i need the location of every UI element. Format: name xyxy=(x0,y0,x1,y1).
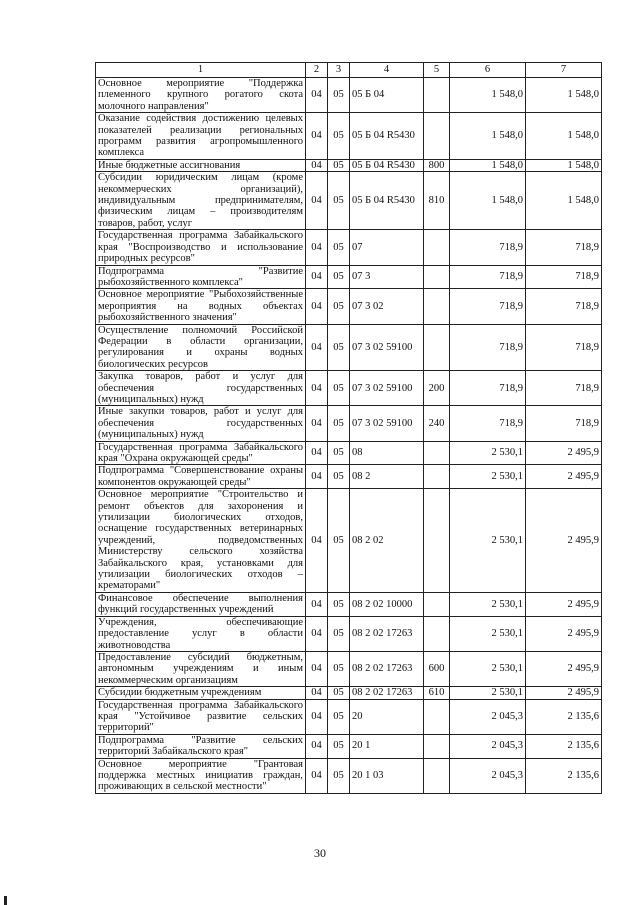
cell-subsection: 05 xyxy=(328,172,350,230)
header-col-6: 6 xyxy=(450,63,526,78)
cell-expense-type xyxy=(424,734,450,758)
cell-subsection: 05 xyxy=(328,758,350,793)
cell-expense-type xyxy=(424,465,450,489)
table-row xyxy=(96,734,602,758)
cell-subsection: 05 xyxy=(328,159,350,171)
cell-amount-year-1: 2 530,1 xyxy=(450,592,526,616)
table-row xyxy=(96,406,602,441)
cell-subsection: 05 xyxy=(328,592,350,616)
cell-name: Основное мероприятие "Строительство и ремонт объектов для захоронения и утилизации биологических отходов, оснащение государственных ветеринарных учреждений, подведомственных Министерству сельского хозяйства Забайкальского края, установками для утилизации биологических отходов – крематорами" xyxy=(96,489,306,593)
cell-subsection: 05 xyxy=(328,699,350,734)
cell-name: Закупка товаров, работ и услуг для обеспечения государственных (муниципальных) нужд xyxy=(96,371,306,406)
cell-section: 04 xyxy=(306,78,328,113)
cell-name: Подпрограмма "Совершенствование охраны компонентов окружающей среды" xyxy=(96,465,306,489)
table-row xyxy=(96,592,602,616)
cell-section: 04 xyxy=(306,113,328,160)
table-body xyxy=(96,78,602,794)
page-number: 30 xyxy=(314,846,326,860)
cell-amount-year-2: 718,9 xyxy=(526,406,602,441)
cell-section: 04 xyxy=(306,230,328,265)
cell-target-article: 07 3 02 xyxy=(350,289,424,324)
table-row xyxy=(96,371,602,406)
cell-target-article: 05 Б 04 R5430 xyxy=(350,113,424,160)
cell-target-article: 08 2 xyxy=(350,465,424,489)
cell-expense-type xyxy=(424,616,450,651)
cell-name: Государственная программа Забайкальского края "Охрана окружающей среды" xyxy=(96,441,306,465)
table-row xyxy=(96,172,602,230)
cell-amount-year-2: 718,9 xyxy=(526,371,602,406)
cell-section: 04 xyxy=(306,159,328,171)
cell-expense-type xyxy=(424,230,450,265)
table-row xyxy=(96,489,602,593)
cell-amount-year-1: 1 548,0 xyxy=(450,78,526,113)
cell-target-article: 07 3 02 59100 xyxy=(350,371,424,406)
cell-subsection: 05 xyxy=(328,371,350,406)
table-row xyxy=(96,465,602,489)
cell-amount-year-2: 1 548,0 xyxy=(526,172,602,230)
cell-amount-year-2: 2 135,6 xyxy=(526,758,602,793)
cell-subsection: 05 xyxy=(328,465,350,489)
cell-name: Субсидии юридическим лицам (кроме некоммерческих организаций), индивидуальным предпринимателям, физическим лицам – производителям товаров, работ, услуг xyxy=(96,172,306,230)
cell-amount-year-1: 1 548,0 xyxy=(450,113,526,160)
table-row xyxy=(96,230,602,265)
cell-amount-year-1: 2 530,1 xyxy=(450,616,526,651)
cell-target-article: 07 xyxy=(350,230,424,265)
cell-section: 04 xyxy=(306,265,328,289)
cell-subsection: 05 xyxy=(328,687,350,699)
cell-section: 04 xyxy=(306,465,328,489)
cell-name: Основное мероприятие "Грантовая поддержка местных инициатив граждан, проживающих в сельской местности" xyxy=(96,758,306,793)
cell-amount-year-2: 718,9 xyxy=(526,324,602,371)
cell-name: Иные закупки товаров, работ и услуг для обеспечения государственных (муниципальных) нужд xyxy=(96,406,306,441)
cell-target-article: 08 2 02 17263 xyxy=(350,616,424,651)
cell-expense-type xyxy=(424,699,450,734)
cell-target-article: 07 3 02 59100 xyxy=(350,324,424,371)
cell-expense-type xyxy=(424,441,450,465)
cell-expense-type xyxy=(424,113,450,160)
cell-expense-type xyxy=(424,265,450,289)
cell-target-article: 05 Б 04 R5430 xyxy=(350,159,424,171)
cell-target-article: 05 Б 04 R5430 xyxy=(350,172,424,230)
cell-subsection: 05 xyxy=(328,441,350,465)
cell-subsection: 05 xyxy=(328,324,350,371)
cell-amount-year-2: 718,9 xyxy=(526,265,602,289)
cell-section: 04 xyxy=(306,734,328,758)
cell-amount-year-2: 1 548,0 xyxy=(526,113,602,160)
cell-amount-year-2: 2 495,9 xyxy=(526,465,602,489)
cell-expense-type: 240 xyxy=(424,406,450,441)
cell-target-article: 20 1 xyxy=(350,734,424,758)
header-col-2: 2 xyxy=(306,63,328,78)
cell-target-article: 08 xyxy=(350,441,424,465)
cell-section: 04 xyxy=(306,324,328,371)
cell-name: Основное мероприятие "Поддержка племенного крупного рогатого скота молочного направления" xyxy=(96,78,306,113)
cell-subsection: 05 xyxy=(328,616,350,651)
cell-amount-year-2: 2 135,6 xyxy=(526,734,602,758)
cell-amount-year-1: 1 548,0 xyxy=(450,172,526,230)
cell-expense-type: 200 xyxy=(424,371,450,406)
table-header-row xyxy=(96,63,602,78)
cell-amount-year-1: 2 045,3 xyxy=(450,758,526,793)
cell-subsection: 05 xyxy=(328,113,350,160)
cell-amount-year-1: 718,9 xyxy=(450,230,526,265)
cell-section: 04 xyxy=(306,616,328,651)
cell-section: 04 xyxy=(306,406,328,441)
cell-name: Государственная программа Забайкальского края "Воспроизводство и использование природных ресурсов" xyxy=(96,230,306,265)
cell-amount-year-1: 2 045,3 xyxy=(450,734,526,758)
header-col-5: 5 xyxy=(424,63,450,78)
cell-amount-year-2: 2 135,6 xyxy=(526,699,602,734)
cell-subsection: 05 xyxy=(328,489,350,593)
cell-name: Иные бюджетные ассигнования xyxy=(96,159,306,171)
cell-target-article: 08 2 02 17263 xyxy=(350,687,424,699)
cell-amount-year-2: 2 495,9 xyxy=(526,592,602,616)
table-row xyxy=(96,616,602,651)
cell-target-article: 08 2 02 10000 xyxy=(350,592,424,616)
cell-section: 04 xyxy=(306,687,328,699)
cell-amount-year-1: 718,9 xyxy=(450,371,526,406)
table-row xyxy=(96,289,602,324)
table-row xyxy=(96,699,602,734)
cell-amount-year-1: 718,9 xyxy=(450,265,526,289)
cell-amount-year-2: 2 495,9 xyxy=(526,687,602,699)
cell-amount-year-2: 2 495,9 xyxy=(526,489,602,593)
cell-expense-type xyxy=(424,758,450,793)
cell-target-article: 05 Б 04 xyxy=(350,78,424,113)
cell-name: Государственная программа Забайкальского края "Устойчивое развитие сельских территорий" xyxy=(96,699,306,734)
cell-name: Учреждения, обеспечивающие предоставление услуг в области животноводства xyxy=(96,616,306,651)
cell-expense-type: 800 xyxy=(424,159,450,171)
cell-amount-year-2: 718,9 xyxy=(526,289,602,324)
header-col-3: 3 xyxy=(328,63,350,78)
table-row xyxy=(96,265,602,289)
table-row xyxy=(96,687,602,699)
cell-name: Осуществление полномочий Российской Федерации в области организации, регулирования и охраны водных биологических ресурсов xyxy=(96,324,306,371)
cell-expense-type xyxy=(424,324,450,371)
table-row xyxy=(96,441,602,465)
cell-section: 04 xyxy=(306,289,328,324)
cell-section: 04 xyxy=(306,489,328,593)
cell-amount-year-1: 718,9 xyxy=(450,289,526,324)
cell-name: Субсидии бюджетным учреждениям xyxy=(96,687,306,699)
cell-target-article: 08 2 02 xyxy=(350,489,424,593)
budget-table xyxy=(95,62,602,794)
cell-subsection: 05 xyxy=(328,289,350,324)
cell-amount-year-2: 2 495,9 xyxy=(526,616,602,651)
cell-section: 04 xyxy=(306,592,328,616)
cell-target-article: 08 2 02 17263 xyxy=(350,651,424,686)
scan-mark xyxy=(4,896,7,905)
cell-section: 04 xyxy=(306,371,328,406)
cell-section: 04 xyxy=(306,699,328,734)
cell-section: 04 xyxy=(306,172,328,230)
cell-name: Финансовое обеспечение выполнения функций государственных учреждений xyxy=(96,592,306,616)
table-row xyxy=(96,758,602,793)
cell-target-article: 07 3 xyxy=(350,265,424,289)
cell-section: 04 xyxy=(306,441,328,465)
cell-subsection: 05 xyxy=(328,230,350,265)
cell-amount-year-1: 2 045,3 xyxy=(450,699,526,734)
cell-amount-year-1: 2 530,1 xyxy=(450,687,526,699)
cell-expense-type: 810 xyxy=(424,172,450,230)
cell-subsection: 05 xyxy=(328,78,350,113)
cell-amount-year-1: 2 530,1 xyxy=(450,441,526,465)
cell-amount-year-1: 2 530,1 xyxy=(450,651,526,686)
cell-target-article: 20 1 03 xyxy=(350,758,424,793)
table-row xyxy=(96,113,602,160)
cell-section: 04 xyxy=(306,758,328,793)
cell-target-article: 20 xyxy=(350,699,424,734)
cell-amount-year-2: 2 495,9 xyxy=(526,651,602,686)
cell-subsection: 05 xyxy=(328,734,350,758)
cell-expense-type: 600 xyxy=(424,651,450,686)
cell-name: Оказание содействия достижению целевых показателей реализации региональных программ развития агропромышленного комплекса xyxy=(96,113,306,160)
cell-name: Подпрограмма "Развитие сельских территорий Забайкальского края" xyxy=(96,734,306,758)
cell-name: Подпрограмма "Развитие рыбохозяйственного комплекса" xyxy=(96,265,306,289)
header-col-1: 1 xyxy=(96,63,306,78)
cell-expense-type xyxy=(424,78,450,113)
cell-subsection: 05 xyxy=(328,265,350,289)
cell-amount-year-2: 2 495,9 xyxy=(526,441,602,465)
table-row xyxy=(96,651,602,686)
table-row xyxy=(96,78,602,113)
table-row xyxy=(96,324,602,371)
cell-subsection: 05 xyxy=(328,406,350,441)
header-col-7: 7 xyxy=(526,63,602,78)
table-row xyxy=(96,159,602,171)
cell-name: Предоставление субсидий бюджетным, автономным учреждениям и иным некоммерческим организациям xyxy=(96,651,306,686)
header-col-4: 4 xyxy=(350,63,424,78)
cell-amount-year-1: 2 530,1 xyxy=(450,489,526,593)
cell-amount-year-1: 1 548,0 xyxy=(450,159,526,171)
cell-amount-year-2: 1 548,0 xyxy=(526,159,602,171)
cell-expense-type: 610 xyxy=(424,687,450,699)
cell-expense-type xyxy=(424,489,450,593)
cell-subsection: 05 xyxy=(328,651,350,686)
cell-amount-year-1: 718,9 xyxy=(450,324,526,371)
cell-name: Основное мероприятие "Рыбохозяйственные мероприятия на водных объектах рыбохозяйственного значения" xyxy=(96,289,306,324)
cell-target-article: 07 3 02 59100 xyxy=(350,406,424,441)
cell-expense-type xyxy=(424,289,450,324)
cell-amount-year-1: 2 530,1 xyxy=(450,465,526,489)
cell-expense-type xyxy=(424,592,450,616)
cell-amount-year-1: 718,9 xyxy=(450,406,526,441)
cell-section: 04 xyxy=(306,651,328,686)
cell-amount-year-2: 718,9 xyxy=(526,230,602,265)
cell-amount-year-2: 1 548,0 xyxy=(526,78,602,113)
